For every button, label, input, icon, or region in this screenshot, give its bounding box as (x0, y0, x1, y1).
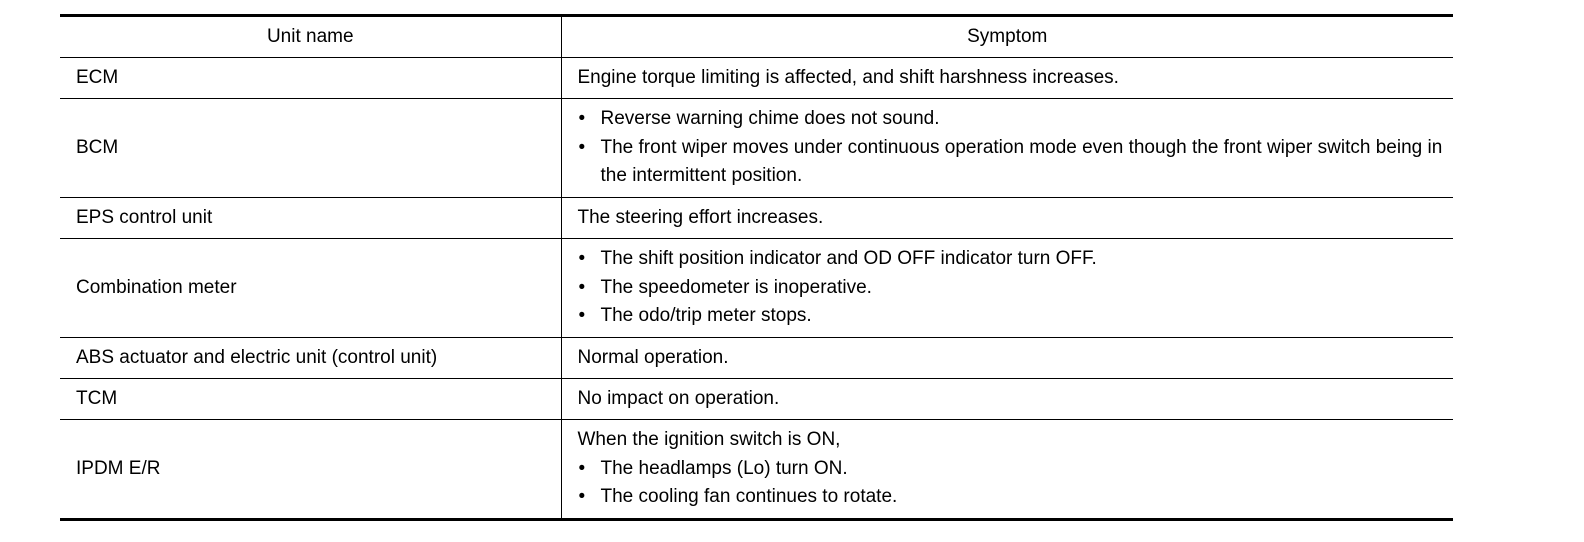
table-row-ecm (60, 58, 1453, 99)
table-row-bcm (60, 99, 1453, 198)
symptom-bullet-list (578, 455, 1448, 512)
symptom-header: Symptom (561, 16, 1453, 58)
symptom-bullet: • The front wiper moves under continuous operation mode even though the front wiper switch being in the intermittent position. (578, 134, 1448, 191)
unit-name-cell: EPS control unit (60, 198, 561, 239)
unit-name-header: Unit name (60, 16, 561, 58)
symptom-bullet: • Reverse warning chime does not sound. (578, 105, 1448, 134)
symptom-bullet: • The headlamps (Lo) turn ON. (578, 455, 1448, 484)
symptom-cell: Engine torque limiting is affected, and shift harshness increases. (561, 58, 1453, 99)
symptom-bullet-list (578, 105, 1448, 191)
unit-name-cell: TCM (60, 379, 561, 420)
unit-name-cell: ECM (60, 58, 561, 99)
table-row-combination-meter (60, 239, 1453, 338)
symptom-cell (561, 239, 1453, 338)
symptom-cell: No impact on operation. (561, 379, 1453, 420)
unit-name-cell: IPDM E/R (60, 420, 561, 520)
symptom-cell (561, 99, 1453, 198)
unit-name-cell: ABS actuator and electric unit (control unit) (60, 338, 561, 379)
symptom-table (60, 14, 1453, 521)
symptom-cell: The steering effort increases. (561, 198, 1453, 239)
symptom-bullet: • The cooling fan continues to rotate. (578, 483, 1448, 512)
symptom-bullet-list (578, 245, 1448, 331)
symptom-bullet: • The speedometer is inoperative. (578, 274, 1448, 303)
table-row-abs (60, 338, 1453, 379)
symptom-cell: Normal operation. (561, 338, 1453, 379)
symptom-intro: When the ignition switch is ON, (577, 429, 841, 451)
unit-name-cell: Combination meter (60, 239, 561, 338)
symptom-cell (561, 420, 1453, 520)
header-row (60, 16, 1453, 58)
table-row-eps (60, 198, 1453, 239)
table-row-ipdm (60, 420, 1453, 520)
symptom-bullet: • The shift position indicator and OD OFF indicator turn OFF. (578, 245, 1448, 274)
unit-name-cell: BCM (60, 99, 561, 198)
table-row-tcm (60, 379, 1453, 420)
symptom-bullet: • The odo/trip meter stops. (578, 302, 1448, 331)
